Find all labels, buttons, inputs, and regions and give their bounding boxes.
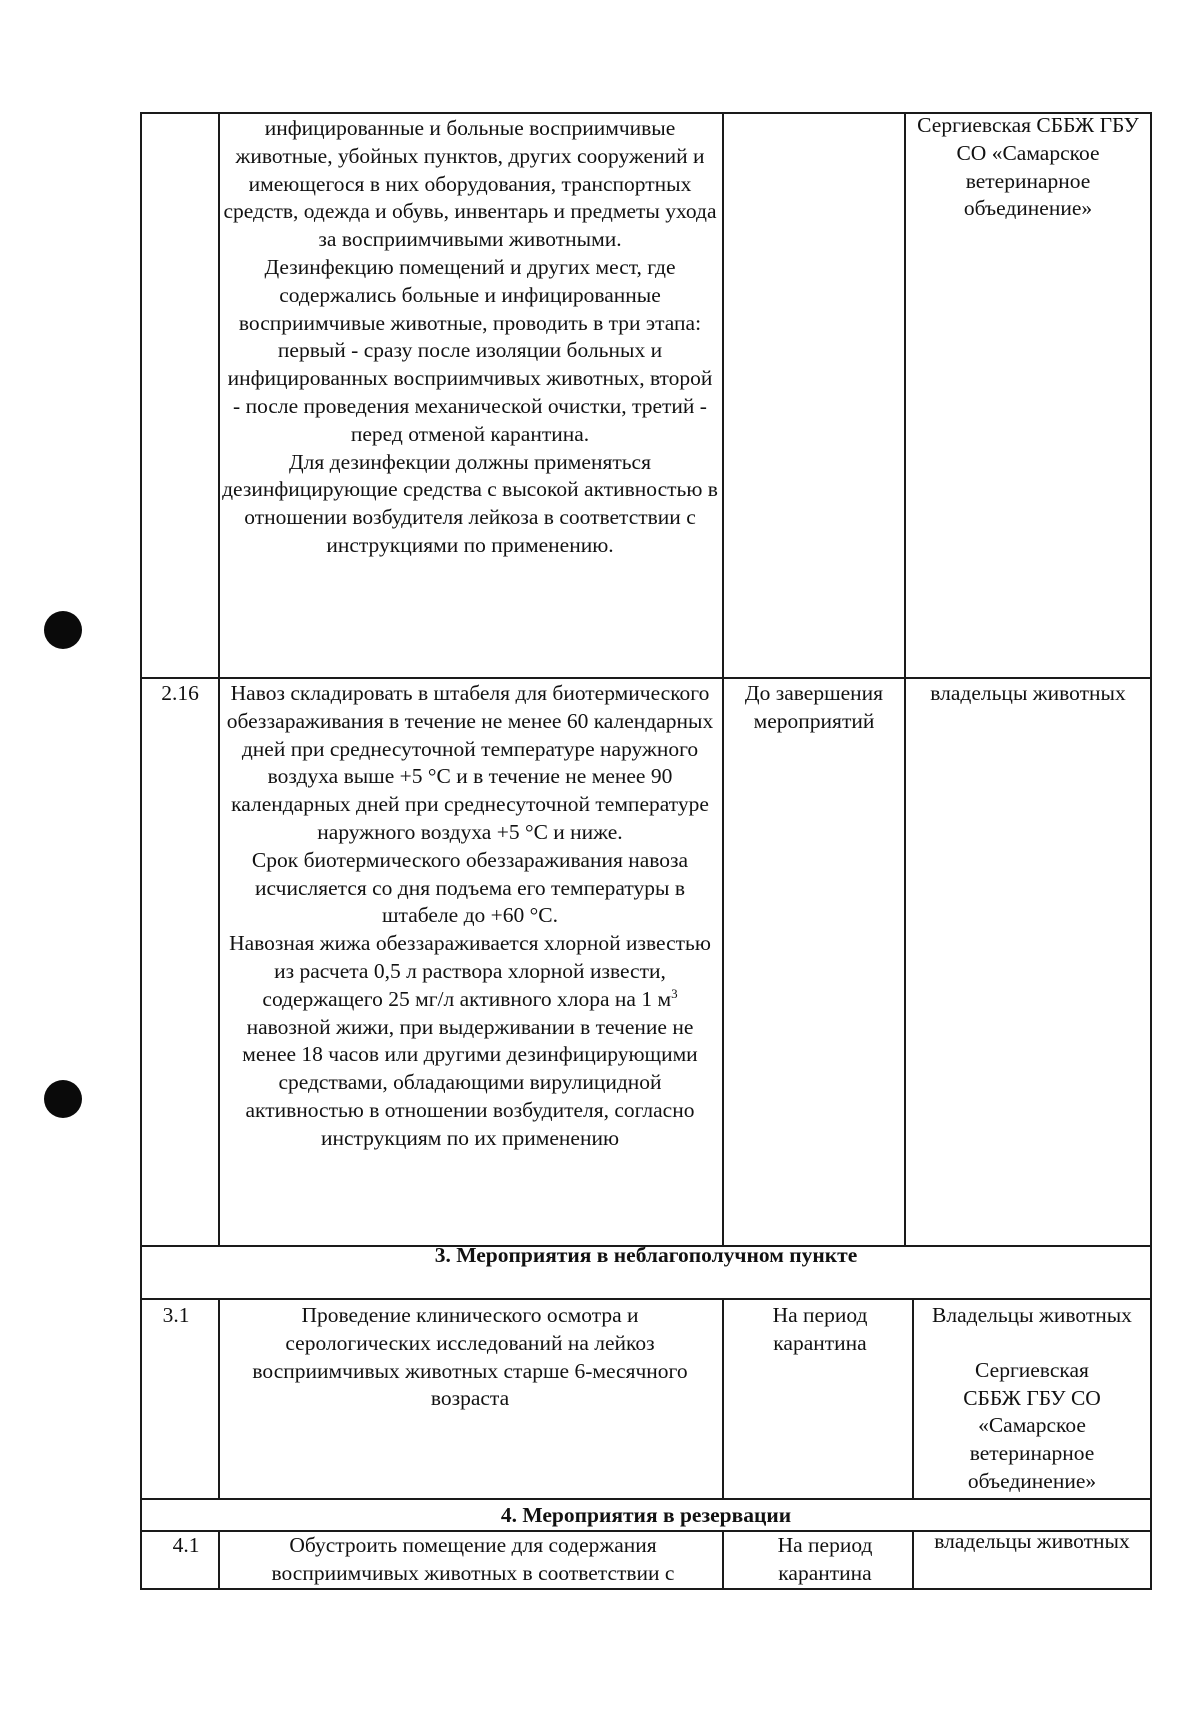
section-3-heading: 3. Мероприятия в неблагополучном пункте [434,1243,858,1267]
row-2-16-term: До завершения мероприятий [744,681,884,733]
row-2-16-description [222,680,718,1153]
row-2-16-number: 2.16 [161,681,199,705]
row-4-1-term: На период карантина [777,1533,873,1585]
row-1-paragraph-2: Дезинфекцию помещений и других мест, где содержались больные и инфицированные восприимчивые животные, проводить в три этапа: первый - сразу после изоляции больных и инфицированных восприимчивых животных, второй - после проведения механической очистки, третий - перед отменой карантина. [227,254,713,446]
row-4-1-responsible: владельцы животных [934,1529,1130,1553]
row-3-1-number: 3.1 [162,1303,190,1327]
row-4-1-number: 4.1 [172,1533,200,1557]
punch-hole-bottom [44,1080,82,1118]
row-3-1-description: Проведение клинического осмотра и серологических исследований на лейкоз восприимчивых животных старше 6-месячного возраста [252,1303,688,1411]
row-3-1-responsible-2: Сергиевская СББЖ ГБУ СО «Самарское ветеринарное объединение» [963,1357,1101,1493]
row-2-16-paragraph-3: Навозная жижа обеззараживается хлорной известью из расчета 0,5 л раствора хлорной извести, содержащего 25 мг/л активного хлора на 1 $м^3$ навозной жижи, при выдерживании в течение не менее 18 часов или другими дезинфицирующими средствами, обладающими вирулицидной активностью в отношении возбудителя, согласно инструкциям по их применению [229,931,711,1150]
row-4-1-description: Обустроить помещение для содержания восприимчивых животных в соответствии с [271,1533,675,1585]
row-3-1-responsible [914,1302,1150,1496]
row-1-description [222,115,718,560]
row-1-responsible [908,112,1148,223]
punch-hole-top [44,611,82,649]
row-2-16-responsible: владельцы животных [930,681,1126,705]
row-3-1-responsible-1: Владельцы животных [932,1303,1132,1327]
cubic-superscript: 3 [671,985,678,1001]
row-1-paragraph-3: Для дезинфекции должны применяться дезинфицирующие средства с высокой активностью в отношении возбудителя лейкоза в соответствии с инструкциями по применению. [222,449,718,557]
row-2-16-paragraph-1: Навоз складировать в штабеля для биотермического обеззараживания в течение не менее 60 календарных дней при среднесуточной температуре наружного воздуха выше +5 °С и в течение не менее 90 календарных дней при среднесуточной температуре наружного воздуха +5 °С и ниже. [226,681,714,844]
row-2-16-paragraph-2: Срок биотермического обеззараживания навоза исчисляется со дня подъема его температуры в штабеле до +60 °С. [251,847,689,928]
row-1-responsible-text: Сергиевская СББЖ ГБУ СО «Самарское ветеринарное объединение» [917,113,1139,221]
row-1-paragraph-1: инфицированные и больные восприимчивые животные, убойных пунктов, других сооружений и имеющегося в них оборудования, транспортных средств, одежда и обувь, инвентарь и предметы ухода за восприимчивыми животными. [223,116,717,252]
row-3-1-term: На период карантина [772,1303,868,1355]
section-4-heading: 4. Мероприятия в резервации [500,1503,792,1527]
